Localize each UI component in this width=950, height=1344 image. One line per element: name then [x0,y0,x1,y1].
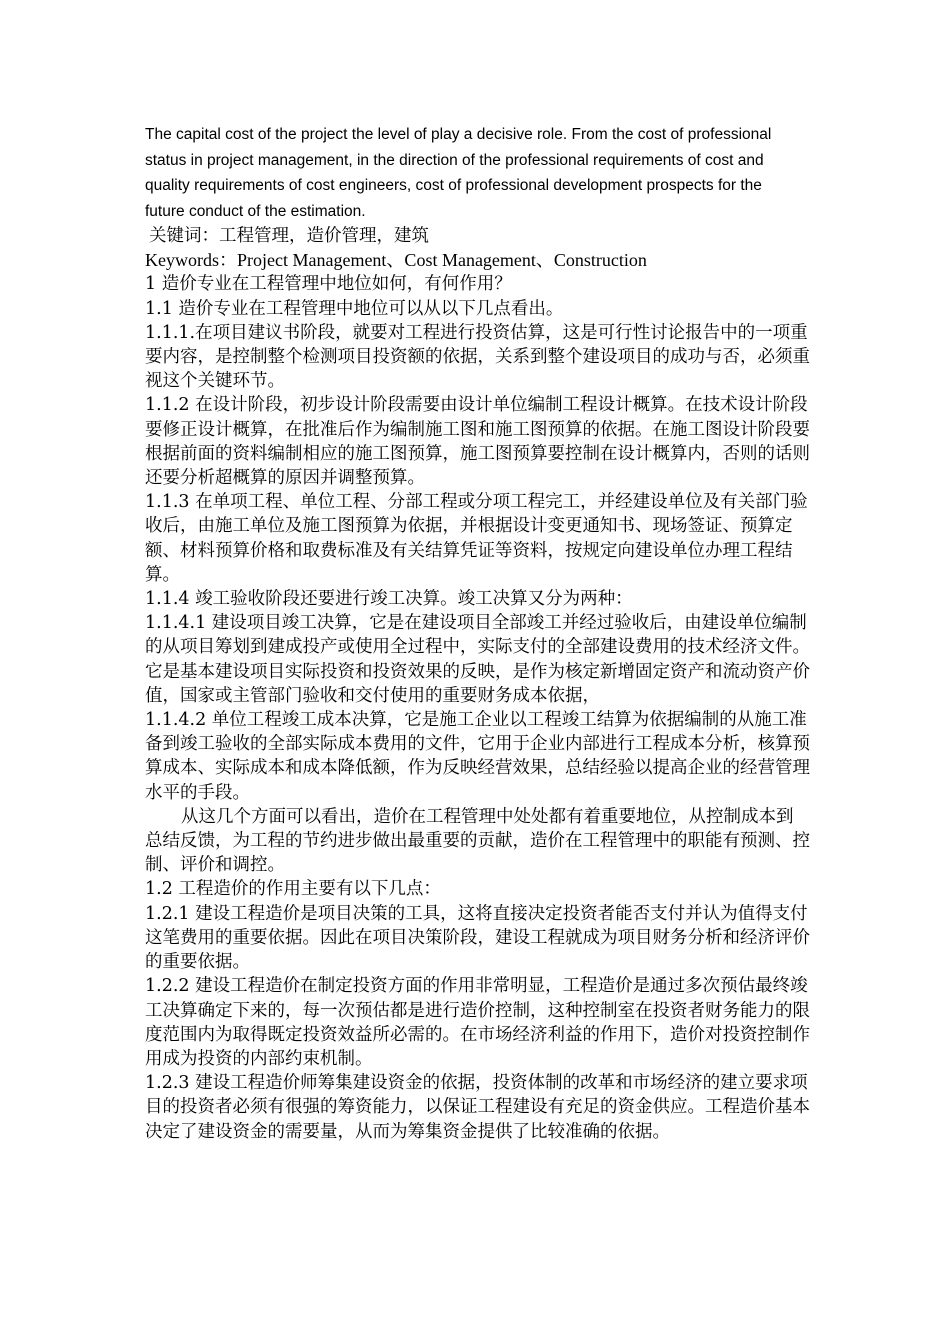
abstract-english: The capital cost of the project the level of play a decisive role. From the cost of professional status in project management, in the direction of the professional requirements of cost and quality requirements of cost engineers, cost of professional development prospects for the future conduct of the estimation. [145,126,772,220]
paragraph-summary: 从这几个方面可以看出，造价在工程管理中处处都有着重要地位，从控制成本到总结反馈，为工程的节约进步做出最重要的贡献，造价在工程管理中的职能有预测、控制、评价和调控。 [145,806,810,876]
keywords-english: Keywords：Project Management、Cost Management、Construction [145,250,647,271]
document-body [145,224,810,1144]
heading-1: 1 造价专业在工程管理中地位如何，有何作用？ [145,274,512,295]
paragraph-1-1-3: 1.1.3 在单项工程、单位工程、分部工程或分项工程完工，并经建设单位及有关部门验收后，由施工单位及施工图预算为依据，并根据设计变更通知书、现场签证、预算定额、材料预算价格和取费标准及有关结算凭证等资料，按规定向建设单位办理工程结算。 [145,492,808,585]
paragraph-1-1-4-2: 1.1.4.2 单位工程竣工成本决算，它是施工企业以工程竣工结算为依据编制的从施工准备到竣工验收的全部实际成本费用的文件，它用于企业内部进行工程成本分析，核算预算成本、实际成本和成本降低额，作为反映经营效果，总结经验以提高企业的经营管理水平的手段。 [145,710,810,803]
paragraph-1-2-2: 1.2.2 建设工程造价在制定投资方面的作用非常明显，工程造价是通过多次预估最终竣工决算确定下来的，每一次预估都是进行造价控制，这种控制室在投资者财务能力的限度范围内为取得既定投资效益所必需的。在市场经济利益的作用下，造价对投资控制作用成为投资的内部约束机制。 [145,976,810,1069]
paragraph-1-1-2: 1.1.2 在设计阶段，初步设计阶段需要由设计单位编制工程设计概算。在技术设计阶段要修正设计概算，在批准后作为编制施工图和施工图预算的依据。在施工图设计阶段要根据前面的资料编制相应的施工图预算，施工图预算要控制在设计概算内，否则的话则还要分析超概算的原因并调整预算。 [145,395,810,489]
paragraph-1-1-4-1: 1.1.4.1 建设项目竣工决算，它是在建设项目全部竣工并经过验收后，由建设单位编制的从项目筹划到建成投产或使用全过程中，实际支付的全部建设费用的技术经济文件。它是基本建设项目实际投资和投资效果的反映，是作为核定新增固定资产和流动资产价值，国家或主管部门验收和交付使用的重要财务成本依据， [145,613,810,706]
heading-1-1: 1.1 造价专业在工程管理中地位可以从以下几点看出。 [145,298,564,319]
paragraph-1-1-1: 1.1.1.在项目建议书阶段，就要对工程进行投资估算，这是可行性讨论报告中的一项重要内容，是控制整个检测项目投资额的依据，关系到整个建设项目的成功与否，必须重视这个关键环节。 [145,322,810,392]
paragraph-1-2-3: 1.2.3 建设工程造价师筹集建设资金的依据，投资体制的改革和市场经济的建立要求项目的投资者必须有很强的筹资能力，以保证工程建设有充足的资金供应。工程造价基本决定了建设资金的需要量，从而为筹集资金提供了比较准确的依据。 [145,1073,810,1142]
heading-1-2: 1.2 工程造价的作用主要有以下几点： [145,879,441,900]
paragraph-1-2-1: 1.2.1 建设工程造价是项目决策的工具，这将直接决定投资者能否支付并认为值得支付这笔费用的重要依据。因此在项目决策阶段，建设工程就成为项目财务分析和经济评价的重要依据。 [145,903,810,973]
paragraph-1-1-4: 1.1.4 竣工验收阶段还要进行竣工决算。竣工决算又分为两种： [145,589,633,610]
keywords-chinese: 关键词：工程管理，造价管理，建筑 [149,226,429,246]
